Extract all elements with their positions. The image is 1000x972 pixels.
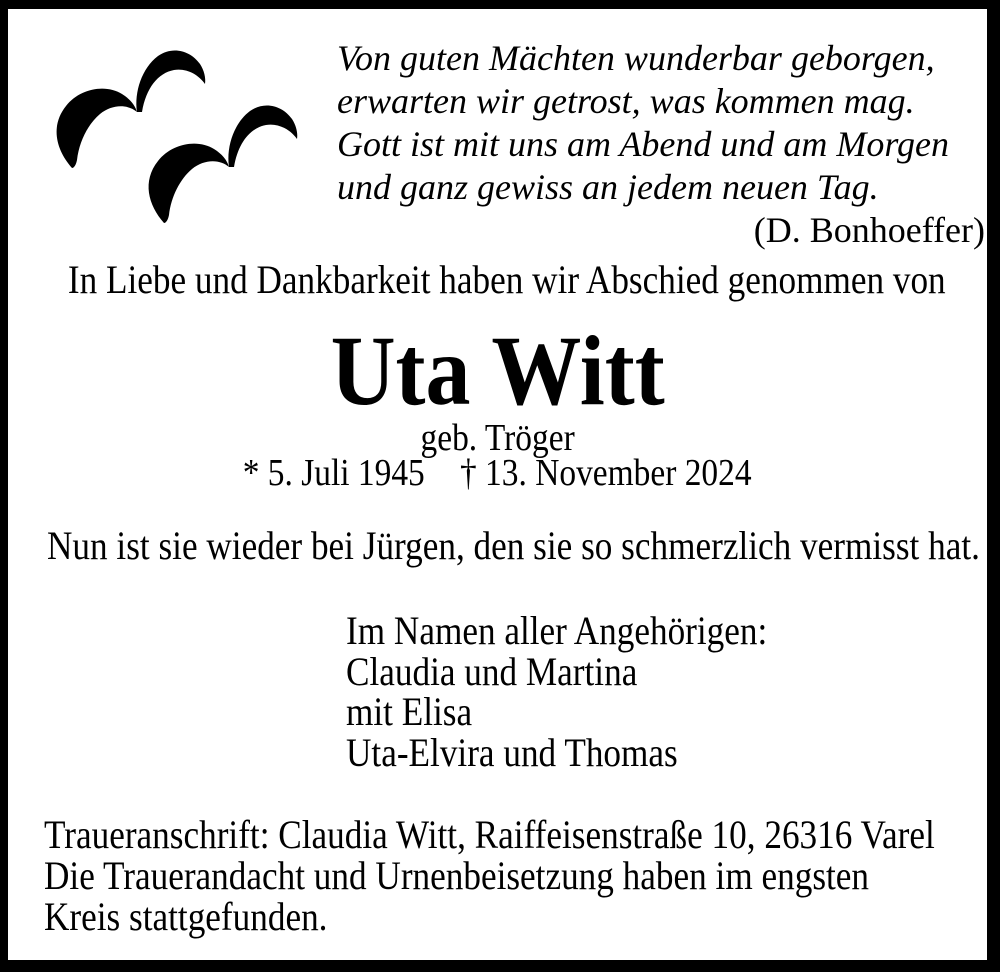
deceased-name-text: Uta Witt [330, 315, 665, 426]
service-info-line: Kreis stattgefunden. [44, 894, 328, 939]
flying-birds-icon [50, 40, 320, 250]
life-dates-line [8, 453, 987, 493]
poem-line: Von guten Mächten wunderbar geborgen, [337, 38, 935, 78]
footer-block [44, 814, 1000, 937]
mourners-block [346, 608, 825, 775]
poem-line: und ganz gewiss an jedem neuen Tag. [337, 167, 879, 207]
tribute-text: Nun ist sie wieder bei Jürgen, den sie so schmerzlich vermisst hat. [47, 523, 980, 568]
death-date: † 13. November 2024 [460, 452, 752, 494]
mourner-name: Uta-Elvira und Thomas [346, 729, 678, 775]
intro-text: In Liebe und Dankbarkeit haben wir Abschied genommen von [67, 257, 946, 302]
poem-block [337, 37, 985, 252]
poem-line: Gott ist mit uns am Abend und am Morgen [337, 124, 949, 164]
tribute-line [47, 525, 1000, 566]
mourner-name: Claudia und Martina [346, 648, 638, 694]
notice-content [8, 9, 987, 960]
mourners-heading: Im Namen aller Angehörigen: [346, 608, 768, 653]
poem-attribution: (D. Bonhoeffer) [753, 210, 985, 250]
intro-line [8, 257, 987, 302]
poem-line: erwarten wir getrost, was kommen mag. [337, 81, 915, 121]
mourning-address: Traueranschrift: Claudia Witt, Raiffeisenstraße 10, 26316 Varel [44, 812, 935, 857]
service-info-line: Die Trauerandacht und Urnenbeisetzung haben im engsten [44, 853, 870, 898]
birth-date: * 5. Juli 1945 [243, 452, 426, 494]
maiden-name-text: geb. Tröger [420, 417, 575, 459]
life-dates [243, 453, 752, 493]
mourner-name: mit Elisa [346, 689, 473, 734]
deceased-name [8, 315, 987, 426]
